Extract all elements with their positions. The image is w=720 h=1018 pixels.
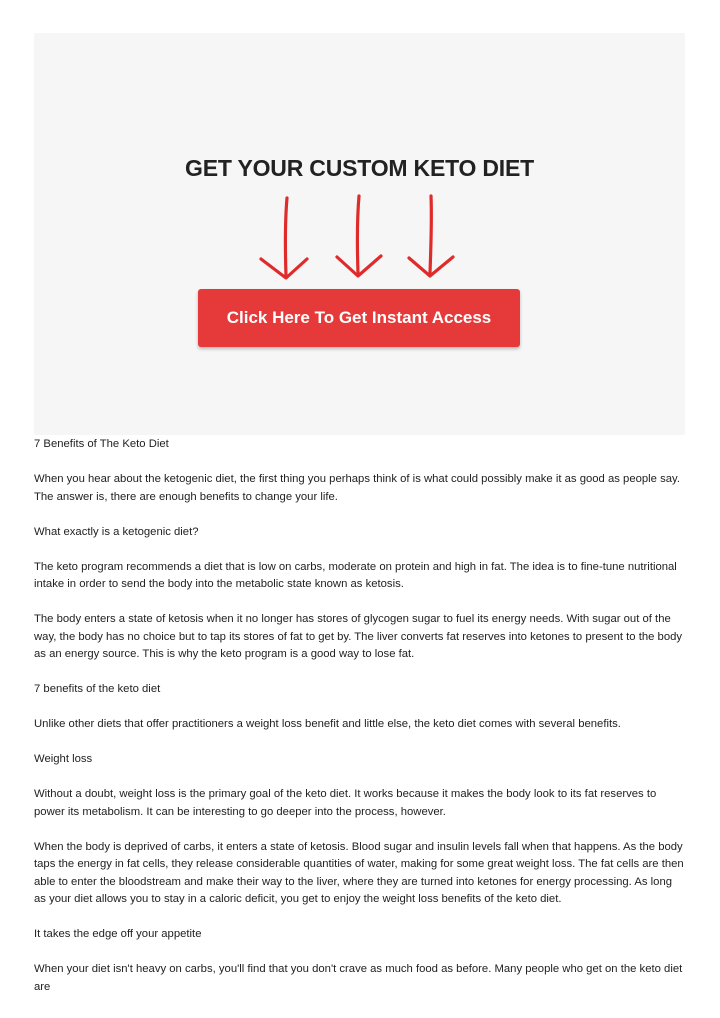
paragraph: Unlike other diets that offer practitioners a weight loss benefit and little else, the keto diet comes with several benefits.	[34, 718, 621, 730]
instant-access-button[interactable]: Click Here To Get Instant Access	[198, 289, 520, 347]
paragraph: When the body is deprived of carbs, it enters a state of ketosis. Blood sugar and insulin levels fall when that happens. As the body taps the energy in fat cells, they release considerable quantities of water, making for some great weight loss. The fat cells are then able to enter the bloodstream and make their way to the liver, where they are turned into ketones for energy processing. As long as your diet allows you to stay in a caloric deficit, you get to enjoy the weight loss benefits of the keto diet.	[34, 840, 684, 905]
down-arrows-icon	[254, 193, 464, 289]
down-arrow-icon	[261, 198, 307, 278]
paragraph: What exactly is a ketogenic diet?	[34, 525, 199, 538]
paragraph: When you hear about the ketogenic diet, the first thing you perhaps think of is what could possibly make it as good as people say. The answer is, there are enough benefits to change your life.	[34, 473, 680, 503]
down-arrow-icon	[409, 196, 453, 276]
paragraph: 7 benefits of the keto diet	[34, 683, 161, 695]
paragraph: When your diet isn't heavy on carbs, you'll find that you don't crave as much food as before. Many people who get on the keto diet are	[34, 963, 683, 993]
promo-banner	[34, 33, 685, 435]
article-body	[34, 436, 686, 996]
promo-title: GET YOUR CUSTOM KETO DIET	[185, 155, 534, 181]
paragraph: It takes the edge off your appetite	[34, 928, 202, 940]
paragraph: Without a doubt, weight loss is the primary goal of the keto diet. It works because it makes the body look to its fat reserves to power its metabolism. It can be interesting to go deeper into the process, however.	[34, 788, 657, 818]
paragraph: The body enters a state of ketosis when it no longer has stores of glycogen sugar to fuel its energy needs. With sugar out of the way, the body has no choice but to tap its stores of fat to get by. The liver converts fat reserves into ketones to present to the body as an energy source. This is why the keto program is a good way to lose fat.	[34, 613, 683, 660]
paragraph: Weight loss	[34, 753, 93, 765]
down-arrow-icon	[337, 196, 381, 276]
article-heading: 7 Benefits of The Keto Diet	[34, 438, 169, 450]
paragraph: The keto program recommends a diet that is low on carbs, moderate on protein and high in fat. The idea is to fine-tune nutritional intake in order to send the body into the metabolic state known as ketosis.	[34, 560, 677, 590]
